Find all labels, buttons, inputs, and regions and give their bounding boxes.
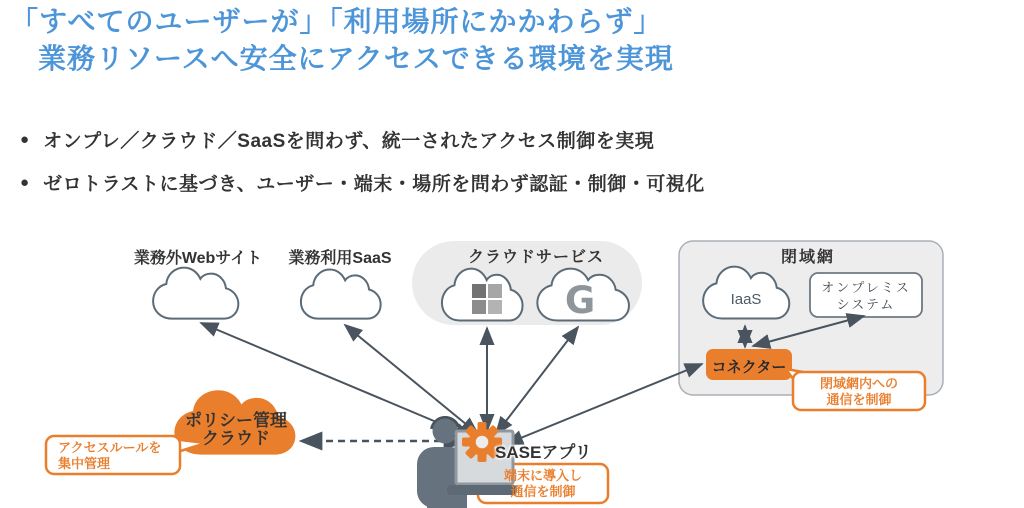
bullet-item-2 (20, 169, 705, 196)
label-iaas: IaaS (730, 291, 762, 308)
callout-device-line-2: 通信を制御 (510, 484, 576, 499)
label-closed-network: 閉域網 (780, 249, 835, 266)
bullet-text-2: ゼロトラストに基づき、ユーザー・端末・場所を問わず認証・制御・可視化 (43, 174, 705, 195)
google-logo-icon: G (564, 279, 596, 322)
bullet-dot-icon: ● (20, 131, 30, 148)
label-external-web: 業務外Webサイト (133, 250, 263, 267)
onprem-line-2: システム (836, 297, 896, 312)
label-sase-app: SASEアプリ (495, 443, 592, 462)
callout-access-rules (58, 440, 161, 472)
bullet-text-1: オンプレ／クラウド／SaaSを問わず、統一されたアクセス制御を実現 (43, 131, 655, 152)
callout-closed-net-line-1: 閉域網内への (819, 376, 898, 391)
callout-access-rules-line-2: 集中管理 (58, 456, 111, 471)
page-title (10, 3, 674, 77)
title-line-1: 「すべてのユーザーが」「利用場所にかかわらず」 (10, 6, 663, 37)
policy-line-1: ポリシー管理 (185, 411, 287, 430)
title-line-2: 業務リソースへ安全にアクセスできる環境を実現 (38, 43, 674, 74)
label-cloud-services: クラウドサービス (467, 249, 604, 266)
label-business-saas: 業務利用SaaS (288, 250, 392, 267)
bullet-item-1 (20, 126, 654, 153)
callout-access-rules-line-1: アクセスルールを (58, 440, 162, 455)
label-onprem-system (812, 279, 920, 313)
label-connector: コネクター (711, 359, 787, 376)
bullet-dot-icon: ● (20, 174, 30, 191)
callout-device-line-1: 端末に導入し (503, 468, 582, 483)
onprem-line-1: オンプレミス (821, 280, 911, 295)
label-policy-cloud (172, 412, 300, 448)
external-web-cloud-icon (153, 268, 238, 319)
callout-closed-net (793, 376, 925, 408)
callout-device (478, 468, 608, 500)
policy-line-2: クラウド (202, 429, 270, 448)
business-saas-cloud-icon (301, 269, 381, 318)
callout-closed-net-line-2: 通信を制御 (826, 392, 892, 407)
